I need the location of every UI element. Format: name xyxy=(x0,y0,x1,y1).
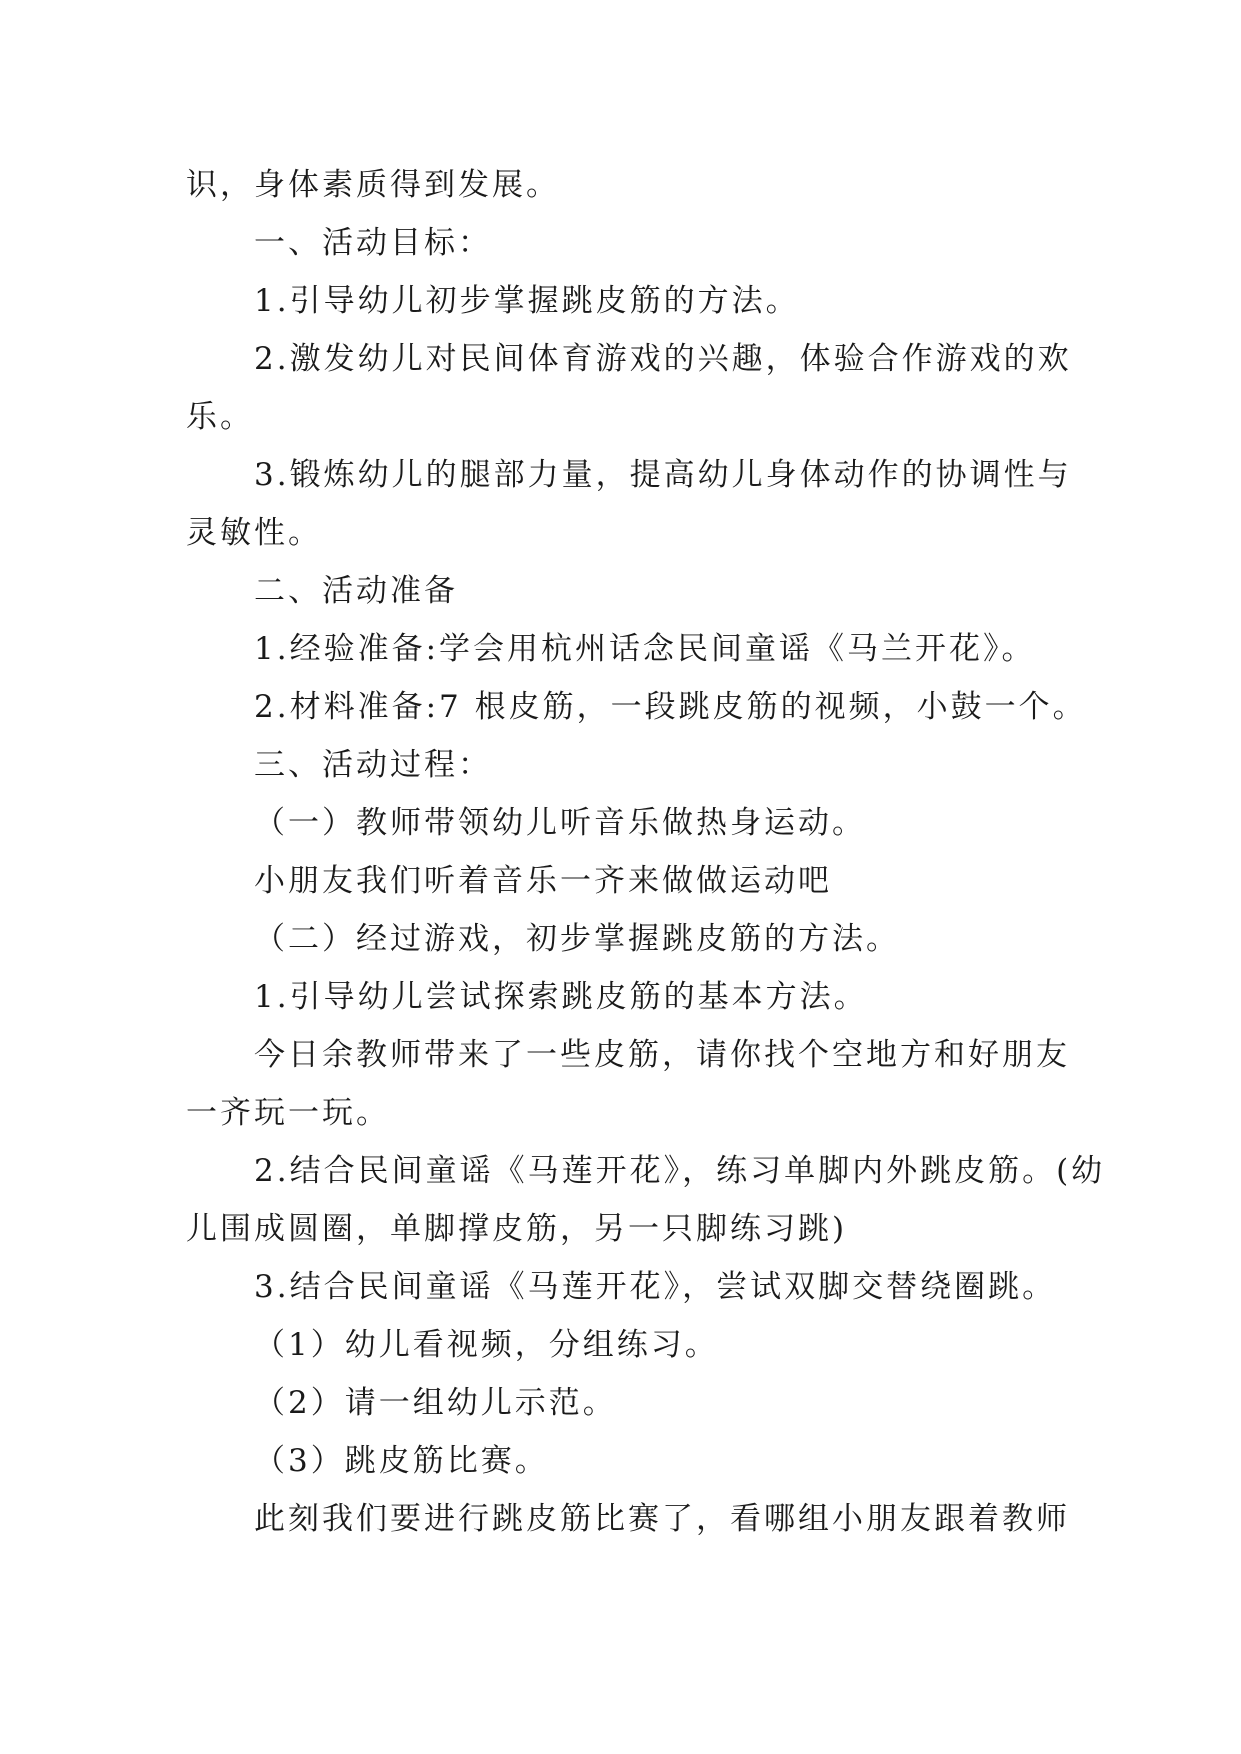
text-line: 儿围成圆圈，单脚撑皮筋，另一只脚练习跳) xyxy=(186,1211,848,1247)
text-line: 乐。 xyxy=(186,399,254,435)
document-body xyxy=(186,156,1106,1548)
section-heading-process: 三、活动过程： xyxy=(254,747,492,783)
text-line: 2.材料准备:7 根皮筋，一段跳皮筋的视频，小鼓一个。 xyxy=(254,689,1087,725)
text-line: 此刻我们要进行跳皮筋比赛了，看哪组小朋友跟着教师 xyxy=(254,1501,1070,1537)
text-line: 2.激发幼儿对民间体育游戏的兴趣，体验合作游戏的欢 xyxy=(254,341,1072,377)
text-line: （二）经过游戏，初步掌握跳皮筋的方法。 xyxy=(254,921,900,957)
text-line: （3）跳皮筋比赛。 xyxy=(254,1443,549,1479)
section-heading-goals: 一、活动目标： xyxy=(254,225,492,261)
text-line: （一）教师带领幼儿听音乐做热身运动。 xyxy=(254,805,866,841)
text-line: 小朋友我们听着音乐一齐来做做运动吧 xyxy=(254,863,832,899)
text-line: 1.引导幼儿尝试探索跳皮筋的基本方法。 xyxy=(254,979,868,1015)
text-line: 3.结合民间童谣《马莲开花》，尝试双脚交替绕圈跳。 xyxy=(254,1269,1057,1305)
text-line: 3.锻炼幼儿的腿部力量，提高幼儿身体动作的协调性与 xyxy=(254,457,1072,493)
text-line: 今日余教师带来了一些皮筋，请你找个空地方和好朋友 xyxy=(254,1037,1070,1073)
text-line: 一齐玩一玩。 xyxy=(186,1095,390,1131)
text-line: 灵敏性。 xyxy=(186,515,322,551)
text-line: （1）幼儿看视频，分组练习。 xyxy=(254,1327,719,1363)
text-line: （2）请一组幼儿示范。 xyxy=(254,1385,617,1421)
text-line: 1.经验准备:学会用杭州话念民间童谣《马兰开花》。 xyxy=(254,631,1036,667)
text-line: 2.结合民间童谣《马莲开花》，练习单脚内外跳皮筋。(幼 xyxy=(254,1153,1106,1189)
text-line: 1.引导幼儿初步掌握跳皮筋的方法。 xyxy=(254,283,800,319)
section-heading-preparation: 二、活动准备 xyxy=(254,573,458,609)
text-line: 识，身体素质得到发展。 xyxy=(186,167,560,203)
